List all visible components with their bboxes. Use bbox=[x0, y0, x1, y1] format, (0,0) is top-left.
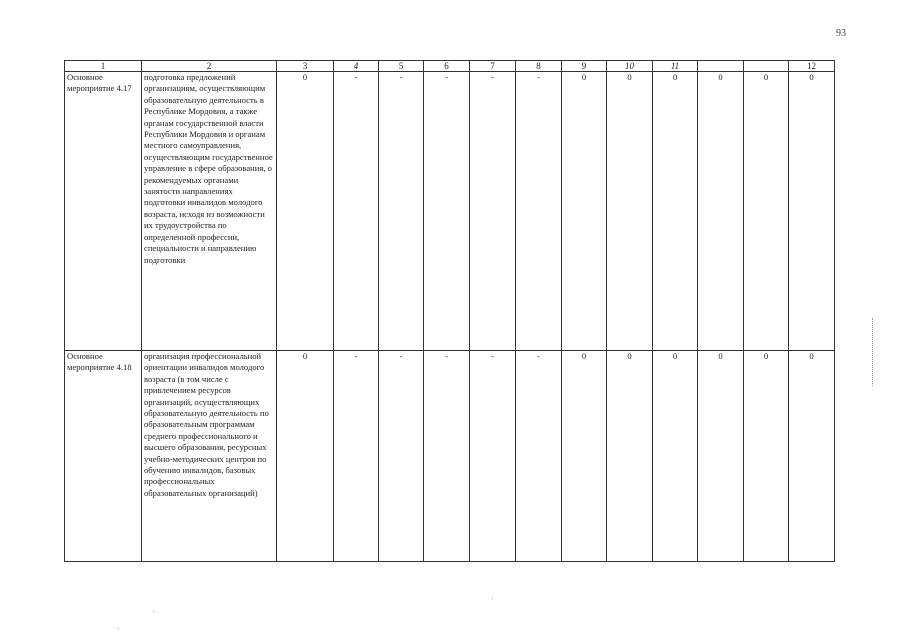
program-table bbox=[64, 60, 835, 562]
scan-speck bbox=[118, 628, 119, 629]
header-cell: 5 bbox=[379, 61, 424, 72]
activity-name: Основное мероприятие 4.17 bbox=[65, 72, 142, 351]
activity-description: организация профессиональной ориентации инвалидов молодого возраста (в том числе с привлечением ресурсов организаций, осуществляющих образовательную деятельность по образовательным программам среднего профессионального и высшего образования, ресурсных учебно-методических центров по обучению инвалидов, базовых профессиональных образовательных организаций) bbox=[142, 351, 277, 562]
value-cell: - bbox=[334, 351, 379, 562]
value-cell: 0 bbox=[698, 72, 744, 351]
value-cell: 0 bbox=[653, 72, 698, 351]
header-cell: 8 bbox=[516, 61, 562, 72]
value-cell: 0 bbox=[562, 351, 607, 562]
header-cell: 9 bbox=[562, 61, 607, 72]
header-cell: 1 bbox=[65, 61, 142, 72]
value-cell: 0 bbox=[744, 72, 789, 351]
scan-edge-marks bbox=[872, 318, 877, 386]
value-cell: 0 bbox=[698, 351, 744, 562]
value-cell: - bbox=[470, 72, 516, 351]
value-cell: - bbox=[424, 72, 470, 351]
value-cell: 0 bbox=[744, 351, 789, 562]
page-number: 93 bbox=[836, 28, 846, 39]
header-cell bbox=[698, 61, 744, 72]
value-cell: 0 bbox=[607, 351, 653, 562]
value-cell: - bbox=[379, 72, 424, 351]
header-cell: 3 bbox=[277, 61, 334, 72]
header-cell: 4 bbox=[334, 61, 379, 72]
value-cell: - bbox=[470, 351, 516, 562]
value-cell: 0 bbox=[653, 351, 698, 562]
value-cell: 0 bbox=[607, 72, 653, 351]
value-cell: 0 bbox=[562, 72, 607, 351]
scan-speck bbox=[153, 611, 154, 612]
scan-speck bbox=[492, 598, 493, 599]
header-cell: 11 bbox=[653, 61, 698, 72]
header-cell: 10 bbox=[607, 61, 653, 72]
value-cell: 0 bbox=[789, 72, 835, 351]
header-cell: 6 bbox=[424, 61, 470, 72]
header-cell bbox=[744, 61, 789, 72]
value-cell: 0 bbox=[789, 351, 835, 562]
value-cell: 0 bbox=[277, 72, 334, 351]
value-cell: - bbox=[424, 351, 470, 562]
value-cell: 0 bbox=[277, 351, 334, 562]
value-cell: - bbox=[334, 72, 379, 351]
activity-description: подготовка предложений организациям, осуществляющим образовательную деятельность в Республике Мордовия, а также органам государственной власти Республики Мордовия и органам местного самоуправления, осуществляющим государственное управление в сфере образования, о рекомендуемых органами занятости направлениях подготовки инвалидов молодого возраста, исходя из возможности их трудоустройства по определенной профессии, специальности и направлению подготовки bbox=[142, 72, 277, 351]
header-cell: 2 bbox=[142, 61, 277, 72]
table-row bbox=[65, 72, 835, 351]
value-cell: - bbox=[516, 72, 562, 351]
header-cell: 7 bbox=[470, 61, 516, 72]
table-row bbox=[65, 351, 835, 562]
value-cell: - bbox=[516, 351, 562, 562]
value-cell: - bbox=[379, 351, 424, 562]
column-number-row bbox=[65, 61, 835, 72]
activity-name: Основное мероприятие 4.18 bbox=[65, 351, 142, 562]
header-cell: 12 bbox=[789, 61, 835, 72]
